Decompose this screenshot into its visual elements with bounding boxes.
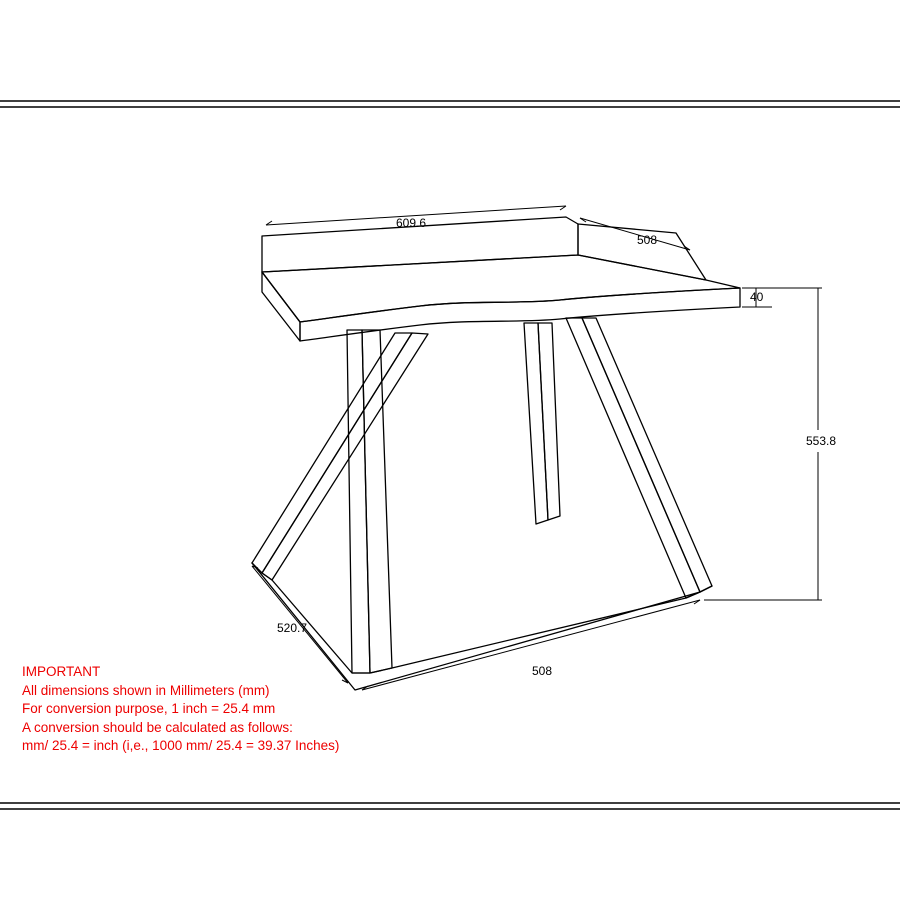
dimension-lines: [252, 206, 822, 690]
leg-center-rear-side: [538, 323, 560, 520]
dim-label-top-width: 609.6: [396, 216, 427, 230]
note-line-4: A conversion should be calculated as follows:: [22, 719, 293, 735]
table-top-surface: [262, 255, 740, 322]
table-top-left-thickness: [262, 272, 300, 341]
dim-label-base-depth-front: 508: [532, 664, 553, 678]
note-line-3: For conversion purpose, 1 inch = 25.4 mm: [22, 701, 276, 716]
note-line-2: All dimensions shown in Millimeters (mm): [22, 682, 270, 698]
dim-label-top-thickness: 40: [750, 290, 764, 304]
leg-left-rear-side: [262, 333, 428, 580]
note-line-1: IMPORTANT: [22, 664, 101, 679]
leg-left-rear: [252, 333, 412, 573]
base-footprint: [252, 563, 712, 673]
table-top-front-thickness: [262, 272, 740, 341]
important-notes: [22, 663, 339, 756]
leg-left-front-side: [362, 330, 392, 673]
dim-label-leg-spread-left: 520.7: [277, 621, 308, 635]
leg-right-side: [582, 318, 712, 592]
leg-center-rear: [524, 323, 548, 524]
dim-label-overall-height: 553.8: [806, 434, 837, 448]
note-line-5: mm/ 25.4 = inch (i,e., 1000 mm/ 25.4 = 39.37 Inches): [22, 738, 340, 753]
leg-right: [566, 318, 700, 598]
dim-label-top-depth-right: 508: [637, 233, 658, 247]
table-geometry: [252, 217, 740, 690]
